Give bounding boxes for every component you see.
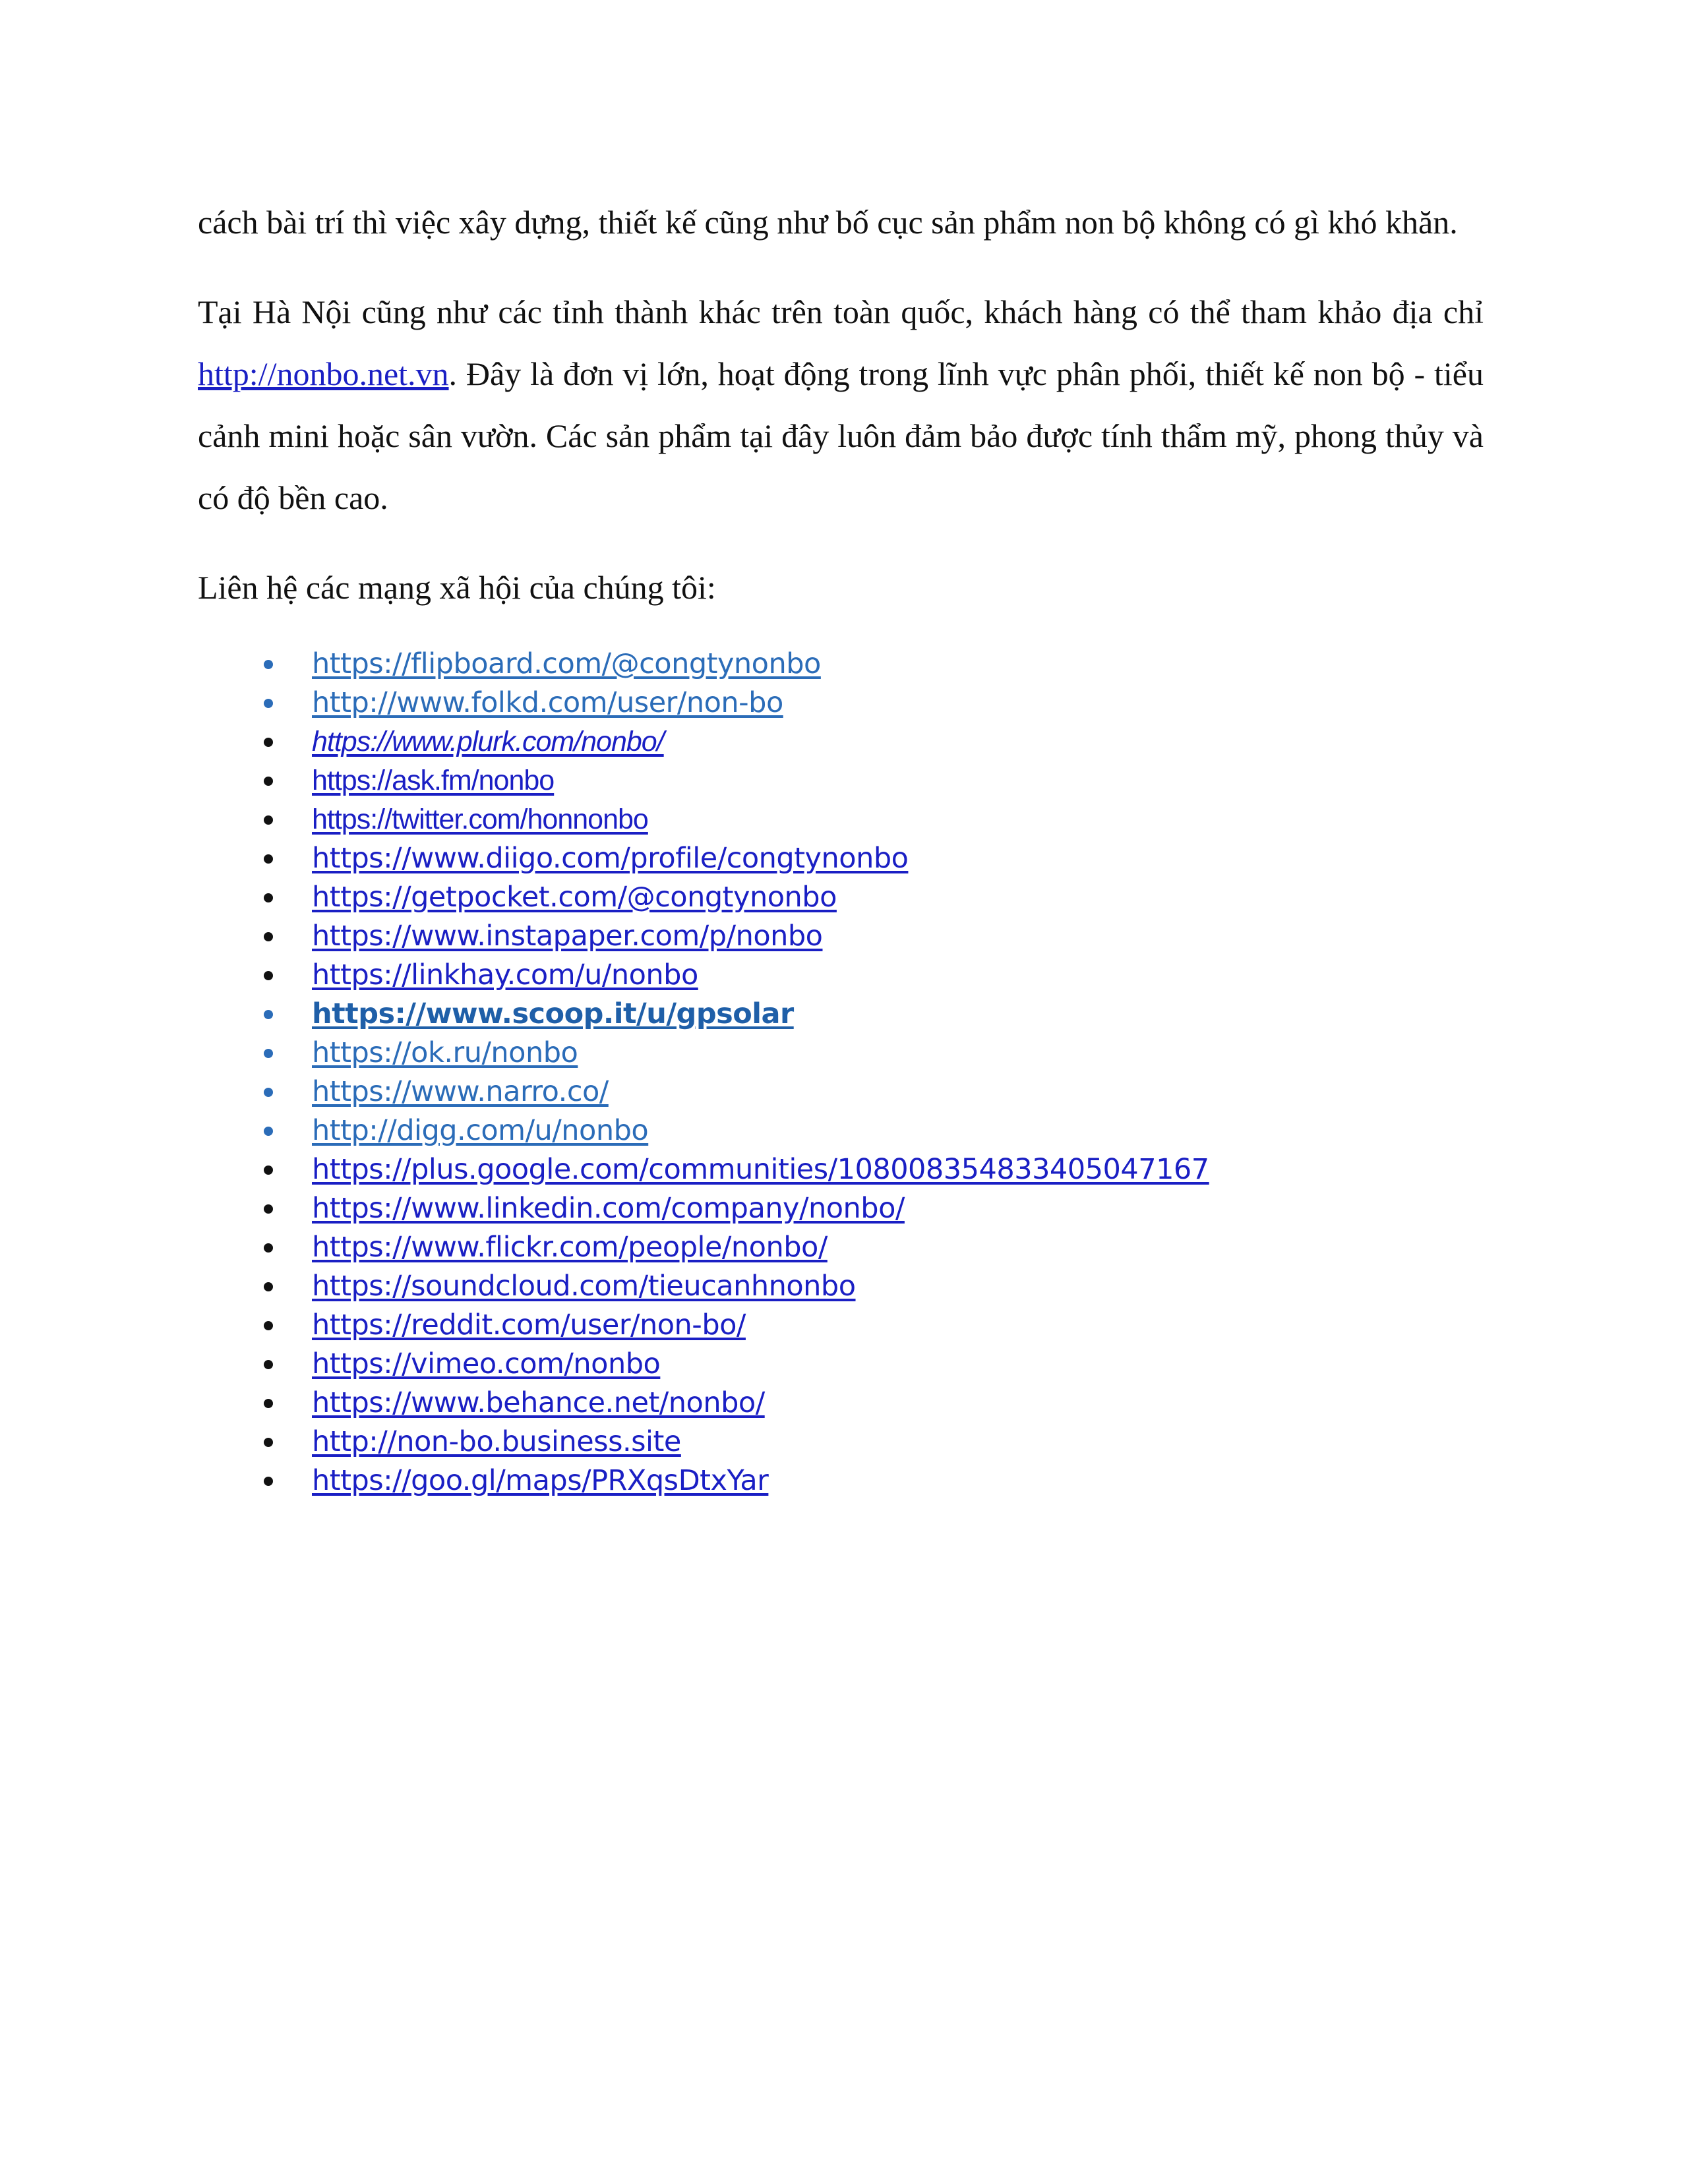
contact-heading: Liên hệ các mạng xã hội của chúng tôi: bbox=[198, 569, 716, 606]
bullet-icon bbox=[264, 1438, 273, 1447]
social-link[interactable]: https://plus.google.com/communities/108008354833405047167 bbox=[312, 1153, 1209, 1186]
social-link[interactable]: https://www.behance.net/nonbo/ bbox=[312, 1386, 765, 1419]
page-content bbox=[198, 191, 1484, 1500]
bullet-icon bbox=[264, 1049, 273, 1058]
paragraph-text: cách bài trí thì việc xây dựng, thiết kế cũng như bố cục sản phẩm non bộ không có gì khó khăn. bbox=[198, 204, 1458, 241]
list-item bbox=[198, 1384, 1484, 1423]
bullet-icon bbox=[264, 932, 273, 941]
bullet-icon bbox=[264, 1282, 273, 1291]
bullet-icon bbox=[264, 777, 273, 786]
list-item bbox=[198, 684, 1484, 723]
social-link[interactable]: https://www.flickr.com/people/nonbo/ bbox=[312, 1231, 828, 1264]
bullet-icon bbox=[264, 1243, 273, 1253]
list-item bbox=[198, 956, 1484, 995]
paragraph-text-after: . Đây là đơn vị lớn, hoạt động trong lĩnh vực phân phối, thiết kế non bộ - tiểu cảnh mini hoặc sân vườn. Các sản phẩm tại đây luôn đảm bảo được tính thẩm mỹ, phong thủy và có độ bền cao. bbox=[198, 355, 1484, 516]
bullet-icon bbox=[264, 1127, 273, 1136]
bullet-icon bbox=[264, 1399, 273, 1408]
list-item bbox=[198, 1150, 1484, 1189]
list-item bbox=[198, 1267, 1484, 1306]
list-item bbox=[198, 995, 1484, 1034]
list-item bbox=[198, 1306, 1484, 1345]
social-link[interactable]: http://non-bo.business.site bbox=[312, 1425, 681, 1458]
nonbo-website-link[interactable]: http://nonbo.net.vn bbox=[198, 355, 449, 392]
bullet-icon bbox=[264, 1166, 273, 1175]
bullet-icon bbox=[264, 1088, 273, 1097]
social-link[interactable]: https://getpocket.com/@congtynonbo bbox=[312, 881, 837, 914]
bullet-icon bbox=[264, 815, 273, 825]
bullet-icon bbox=[264, 893, 273, 902]
list-item bbox=[198, 645, 1484, 684]
social-link[interactable]: https://www.diigo.com/profile/congtynonbo bbox=[312, 842, 909, 875]
list-item bbox=[198, 1111, 1484, 1150]
social-link[interactable]: https://vimeo.com/nonbo bbox=[312, 1347, 661, 1380]
social-link[interactable]: https://www.instapaper.com/p/nonbo bbox=[312, 920, 823, 953]
social-link[interactable]: https://ask.fm/nonbo bbox=[312, 765, 555, 796]
social-link[interactable]: https://flipboard.com/@congtynonbo bbox=[312, 647, 821, 680]
social-link[interactable]: https://soundcloud.com/tieucanhnonbo bbox=[312, 1270, 856, 1303]
list-item bbox=[198, 723, 1484, 761]
bullet-icon bbox=[264, 738, 273, 747]
social-link[interactable]: https://reddit.com/user/non-bo/ bbox=[312, 1309, 746, 1342]
list-item bbox=[198, 1228, 1484, 1267]
social-link[interactable]: https://ok.ru/nonbo bbox=[312, 1036, 578, 1069]
bullet-icon bbox=[264, 971, 273, 980]
social-link[interactable]: https://linkhay.com/u/nonbo bbox=[312, 959, 698, 991]
bullet-icon bbox=[264, 854, 273, 864]
social-link[interactable]: https://www.narro.co/ bbox=[312, 1075, 609, 1108]
social-link[interactable]: http://digg.com/u/nonbo bbox=[312, 1114, 649, 1147]
bullet-icon bbox=[264, 699, 273, 708]
list-item bbox=[198, 1423, 1484, 1461]
list-item bbox=[198, 1461, 1484, 1500]
bullet-icon bbox=[264, 1477, 273, 1486]
social-link[interactable]: https://twitter.com/honnonbo bbox=[312, 804, 648, 835]
social-link[interactable]: http://www.folkd.com/user/non-bo bbox=[312, 686, 783, 719]
bullet-icon bbox=[264, 660, 273, 669]
list-item bbox=[198, 761, 1484, 800]
social-link[interactable]: https://www.plurk.com/nonbo/ bbox=[312, 726, 664, 757]
list-item bbox=[198, 1073, 1484, 1111]
paragraph-intro bbox=[198, 191, 1484, 253]
bullet-icon bbox=[264, 1321, 273, 1330]
bullet-icon bbox=[264, 1204, 273, 1214]
social-links-list bbox=[198, 645, 1484, 1500]
social-link[interactable]: https://www.scoop.it/u/gpsolar bbox=[312, 997, 794, 1030]
list-item bbox=[198, 1189, 1484, 1228]
list-item bbox=[198, 1345, 1484, 1384]
list-item bbox=[198, 800, 1484, 839]
bullet-icon bbox=[264, 1010, 273, 1019]
social-link[interactable]: https://www.linkedin.com/company/nonbo/ bbox=[312, 1192, 905, 1225]
list-item bbox=[198, 839, 1484, 878]
paragraph-text-before: Tại Hà Nội cũng như các tỉnh thành khác trên toàn quốc, khách hàng có thể tham khảo địa chỉ bbox=[198, 293, 1484, 330]
bullet-icon bbox=[264, 1360, 273, 1369]
paragraph-hanoi bbox=[198, 281, 1484, 529]
list-item bbox=[198, 878, 1484, 917]
social-link[interactable]: https://goo.gl/maps/PRXqsDtxYar bbox=[312, 1464, 769, 1497]
list-item bbox=[198, 917, 1484, 956]
list-item bbox=[198, 1034, 1484, 1073]
